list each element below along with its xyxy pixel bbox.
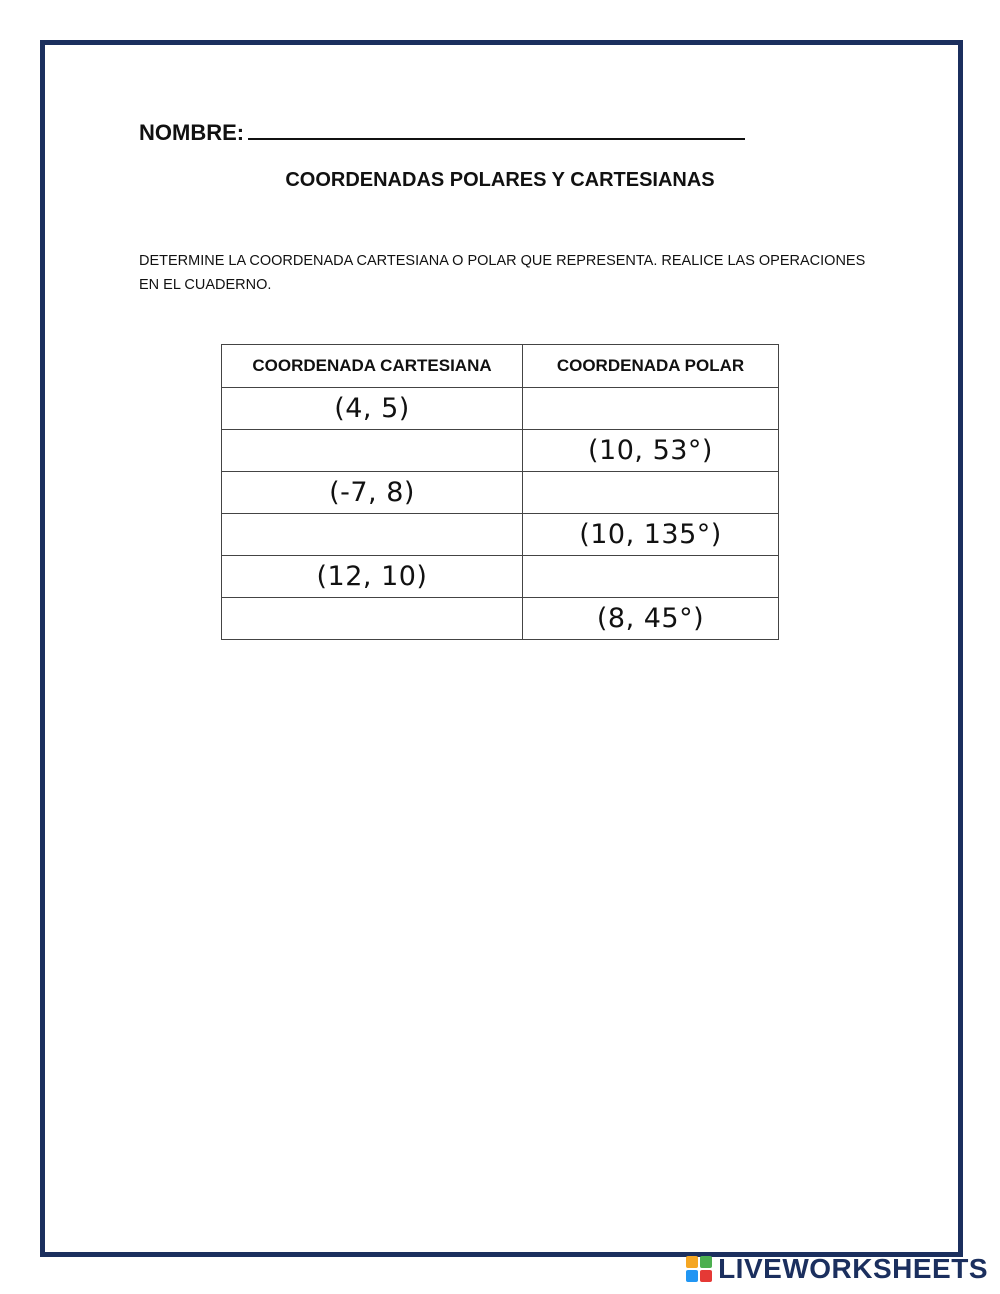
name-label: NOMBRE: <box>139 120 245 145</box>
table-row <box>222 556 779 598</box>
worksheet-title: COORDENADAS POLARES Y CARTESIANAS <box>285 169 715 191</box>
table-row <box>222 598 779 640</box>
name-field <box>139 118 745 146</box>
logo-square <box>686 1256 698 1268</box>
polar-answer-cell[interactable] <box>523 472 779 514</box>
table-row <box>222 388 779 430</box>
logo-square <box>700 1270 712 1282</box>
polar-cell: (10, 135°) <box>523 514 779 556</box>
polar-answer-cell[interactable] <box>523 388 779 430</box>
liveworksheets-brand <box>686 1252 988 1286</box>
coordinates-table <box>221 344 779 640</box>
table-row <box>222 514 779 556</box>
name-input-line[interactable] <box>248 118 745 140</box>
liveworksheets-logo-icon <box>686 1256 712 1282</box>
instructions-text: DETERMINE LA COORDENADA CARTESIANA O POLAR QUE REPRESENTA. REALICE LAS OPERACIONES EN EL CUADERNO. <box>139 253 866 293</box>
logo-square <box>686 1270 698 1282</box>
cartesian-cell: (-7, 8) <box>222 472 523 514</box>
polar-cell: (8, 45°) <box>523 598 779 640</box>
cartesian-cell: (4, 5) <box>222 388 523 430</box>
cartesian-answer-cell[interactable] <box>222 514 523 556</box>
header-cartesian: COORDENADA CARTESIANA <box>222 345 523 388</box>
brand-name: LIVEWORKSHEETS <box>718 1253 988 1284</box>
page-border <box>40 40 963 1257</box>
table-header-row <box>222 345 779 388</box>
header-polar: COORDENADA POLAR <box>523 345 779 388</box>
cartesian-answer-cell[interactable] <box>222 430 523 472</box>
cartesian-cell: (12, 10) <box>222 556 523 598</box>
polar-answer-cell[interactable] <box>523 556 779 598</box>
polar-cell: (10, 53°) <box>523 430 779 472</box>
table-row <box>222 430 779 472</box>
table-row <box>222 472 779 514</box>
cartesian-answer-cell[interactable] <box>222 598 523 640</box>
logo-square <box>700 1256 712 1268</box>
